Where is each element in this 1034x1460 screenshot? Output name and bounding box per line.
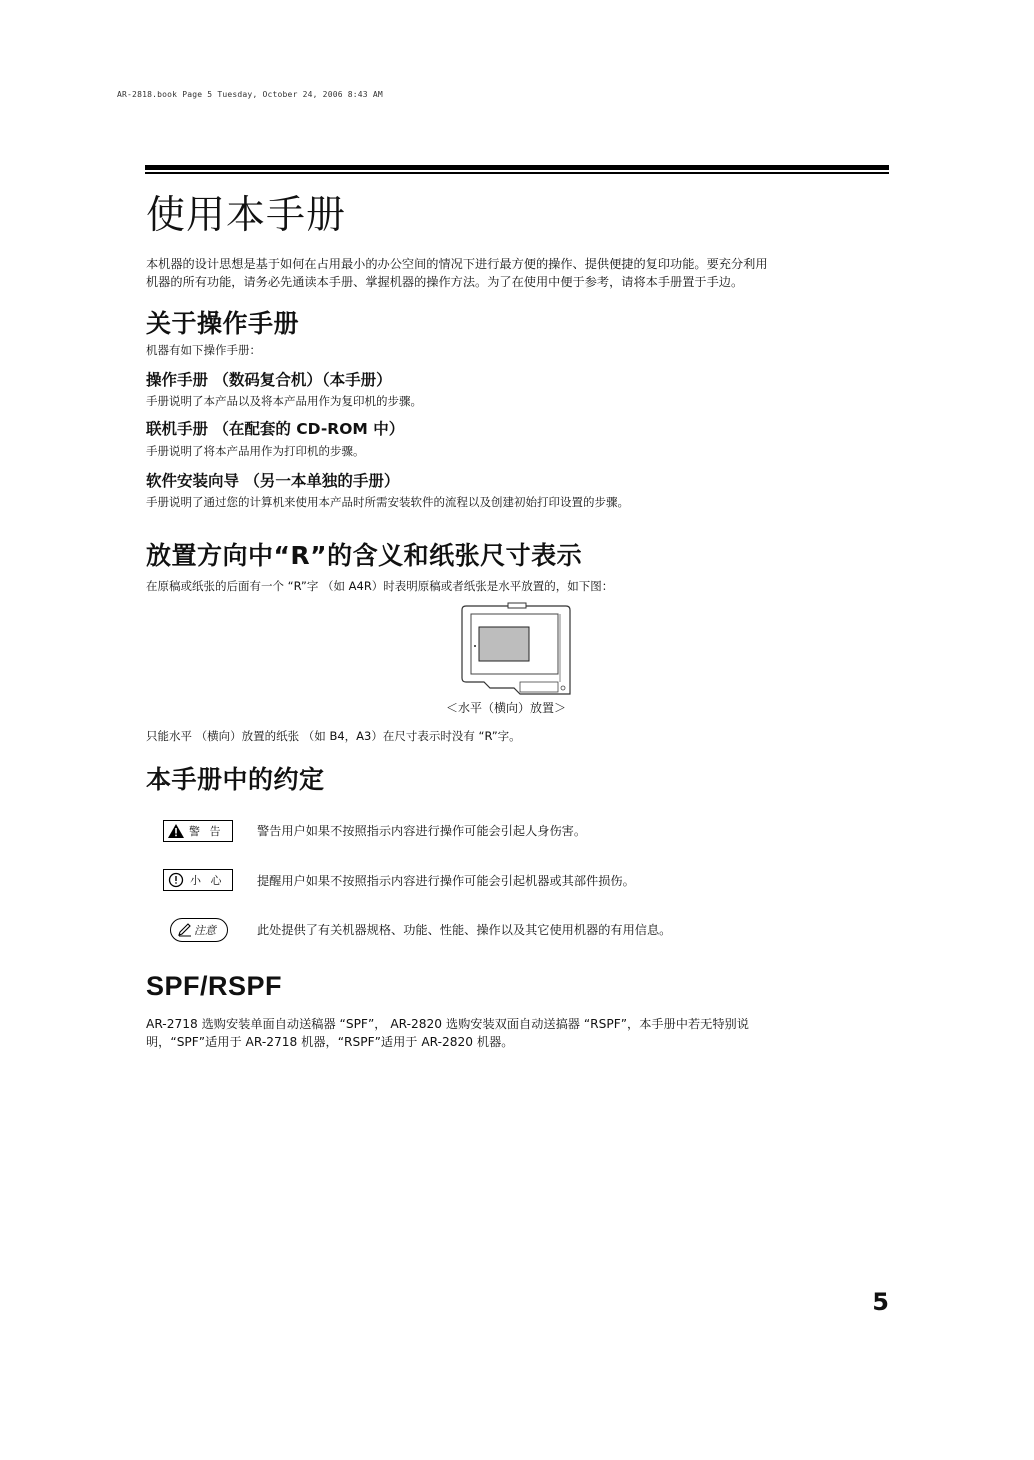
intro-line-2: 机器的所有功能，请务必先通读本手册、掌握机器的操作方法。为了在使用中便于参考，请将本手册置于手边。	[146, 275, 744, 289]
warning-triangle-icon	[167, 823, 185, 839]
about-lead: 机器有如下操作手册：	[146, 343, 261, 357]
spf-heading: SPF/RSPF	[146, 971, 283, 1001]
manual-desc-3: 手册说明了通过您的计算机来使用本产品时所需安装软件的流程以及创建初始打印设置的步骤。	[146, 495, 629, 509]
pencil-note-icon	[177, 923, 193, 937]
title-rule-thin	[145, 172, 889, 174]
page-number: 5	[872, 1288, 889, 1316]
page-title: 使用本手册	[146, 193, 347, 238]
orientation-note: 只能水平 （横向）放置的纸张 （如 B4，A3）在尺寸表示时没有 “R”字。	[146, 729, 521, 743]
intro-line-1: 本机器的设计思想是基于如何在占用最小的办公空间的情况下进行最方便的操作、提供便捷的复印功能。要充分利用	[146, 257, 768, 271]
manual-title-1: 操作手册 （数码复合机）（本手册）	[146, 371, 392, 389]
warning-label-box	[163, 820, 233, 842]
machine-landscape-diagram	[460, 602, 572, 700]
orientation-desc: 在原稿或纸张的后面有一个 “R”字 （如 A4R）时表明原稿或者纸张是水平放置的，如下图：	[146, 579, 614, 593]
caution-label: 小 心	[190, 874, 225, 887]
diagram-caption: ＜水平（横向）放置＞	[446, 701, 567, 715]
caution-text: 提醒用户如果不按照指示内容进行操作可能会引起机器或其部件损伤。	[257, 874, 635, 888]
note-text: 此处提供了有关机器规格、功能、性能、操作以及其它使用机器的有用信息。	[257, 923, 672, 937]
manual-desc-2: 手册说明了将本产品用作为打印机的步骤。	[146, 444, 365, 458]
manual-title-2: 联机手册 （在配套的 CD-ROM 中）	[146, 420, 405, 438]
spf-line-1: AR-2718 选购安装单面自动送稿器 “SPF”， AR-2820 选购安装双面自动送搞器 “RSPF”，本手册中若无特别说	[146, 1017, 749, 1031]
manual-desc-1: 手册说明了本产品以及将本产品用作为复印机的步骤。	[146, 394, 422, 408]
caution-label-box	[163, 869, 233, 891]
caution-circle-icon	[168, 872, 184, 888]
note-label: 注意	[194, 924, 216, 937]
conventions-heading: 本手册中的约定	[146, 765, 325, 794]
warning-label: 警 告	[189, 825, 224, 838]
spf-line-2: 明，“SPF”适用于 AR-2718 机器，“RSPF”适用于 AR-2820 机器。	[146, 1035, 514, 1049]
title-rule-thick	[145, 165, 889, 170]
print-header: AR-2818.book Page 5 Tuesday, October 24, 2006 8:43 AM	[117, 90, 383, 99]
warning-text: 警告用户如果不按照指示内容进行操作可能会引起人身伤害。	[257, 824, 587, 838]
orientation-heading: 放置方向中“R”的含义和纸张尺寸表示	[146, 541, 583, 570]
manual-title-3: 软件安装向导 （另一本单独的手册）	[146, 472, 400, 490]
intro-paragraph	[146, 255, 896, 291]
spf-paragraph	[146, 1015, 906, 1051]
about-heading: 关于操作手册	[146, 309, 300, 338]
note-label-box	[170, 918, 228, 942]
